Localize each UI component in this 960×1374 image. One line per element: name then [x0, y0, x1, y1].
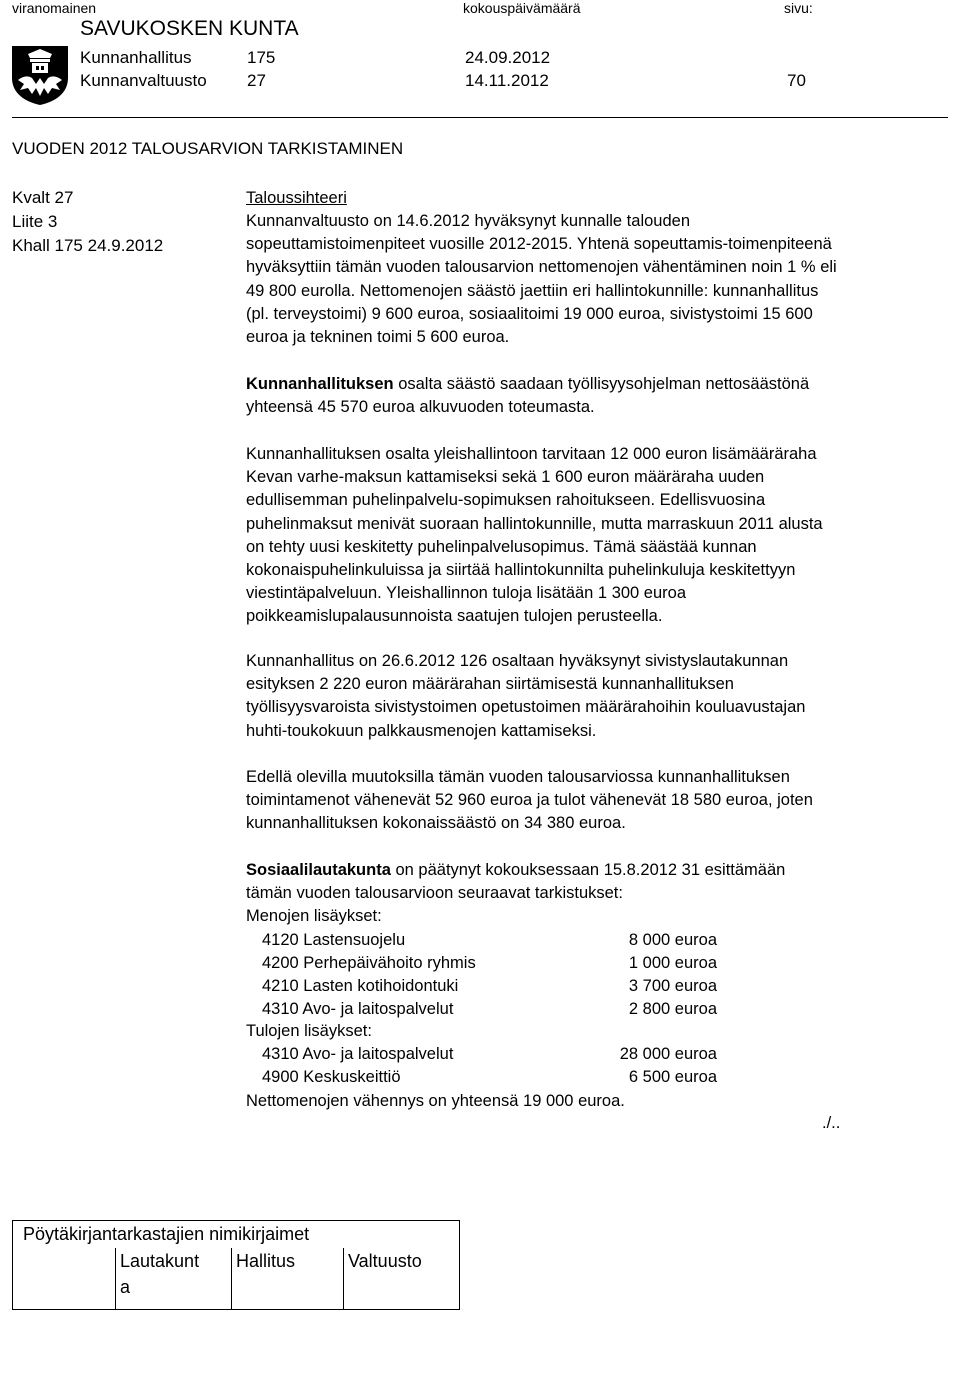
intro-line: hyväksyttiin tämän vuoden talousarvion nettomenojen vähentäminen noin 1 % eli [246, 258, 837, 277]
item-cell: 4310 Avo- ja laitospalvelut [262, 1045, 454, 1063]
paragraph-line: työllisyysvaroista sivistystoimen opetustoimen määrärahoihin kouluavustajan [246, 698, 806, 717]
bold-term: Sosiaalilautakunta [246, 861, 391, 879]
amount-cell: 3 700 euroa [628, 977, 717, 995]
header-body-2: Kunnanvaltuusto [80, 71, 207, 90]
net-reduction-line: Nettomenojen vähennys on yhteensä 19 000 euroa. [246, 1092, 625, 1110]
header-label-page: sivu: [784, 0, 813, 16]
paragraph-line: esityksen 2 220 euron määrärahan siirtämisestä kunnanhallituksen [246, 675, 734, 694]
paragraph-text: yhteensä 45 570 euroa alkuvuoden toteumasta. [246, 398, 595, 417]
paragraph-summary [246, 766, 958, 836]
amount-cell: 2 800 euroa [628, 1000, 717, 1018]
header-date-1: 24.09.2012 [465, 48, 551, 67]
intro-paragraph [246, 210, 958, 349]
page-number: 70 [787, 71, 806, 90]
item-cell: 4200 Perhepäivähoito ryhmis [262, 954, 476, 972]
header-number-2: 27 [247, 71, 266, 90]
paragraph-social-board [246, 859, 958, 929]
table-row [262, 1043, 717, 1066]
paragraph-line: Kunnanhallituksen osalta yleishallintoon tarvitaan 12 000 euron lisämääräraha [246, 445, 817, 463]
paragraph-line: kokonaispuhelinkuluissa ja siirtää hallintokunnilta puhelinkuluja keskitettyyn [246, 561, 796, 580]
paragraph-text: osalta säästö saadaan työllisyysohjelman nettosäästönä [393, 375, 810, 393]
table-row [262, 929, 717, 952]
municipality-name: SAVUKOSKEN KUNTA [80, 17, 299, 40]
item-cell: 4900 Keskuskeittiö [262, 1068, 401, 1086]
item-cell: 4310 Avo- ja laitospalvelut [262, 1000, 454, 1018]
signature-cell-label: a [120, 1277, 131, 1297]
header-label-meeting-date: kokouspäivämäärä [463, 0, 581, 16]
signature-cell-label: Valtuusto [348, 1251, 422, 1271]
paragraph-transfer [246, 650, 958, 743]
header-divider [12, 117, 948, 118]
paragraph-board-savings [246, 373, 958, 419]
continued-marker: ./.. [822, 1114, 841, 1132]
paragraph-line: on tehty uusi keskitetty puhelinpalvelusopimus. Tämä säästää kunnan [246, 537, 757, 556]
intro-line: (pl. terveystoimi) 9 600 euroa, sosiaalitoimi 19 000 euroa, sivistystoimi 15 600 [246, 304, 813, 323]
intro-line: Kunnanvaltuusto on 14.6.2012 hyväksynyt kunnalle talouden [246, 212, 690, 230]
amount-cell: 28 000 euroa [619, 1045, 717, 1063]
paragraph-line: viestintäpalveluun. Yleishallinnon tuloja lisätään 1 300 euroa [246, 584, 687, 603]
expenses-table [262, 929, 717, 1021]
amount-cell: 8 000 euroa [628, 931, 717, 949]
paragraph-line: Kevan varhe-maksun kattamiseksi sekä 1 600 euron määräraha uuden [246, 468, 765, 487]
signature-box [12, 1220, 460, 1310]
signature-cell-label: Hallitus [236, 1251, 296, 1271]
intro-line: sopeuttamistoimenpiteet vuosille 2012-2015. Yhtenä sopeuttamis-toimenpiteenä [246, 235, 832, 254]
section-heading: Taloussihteeri [246, 189, 347, 207]
table-row [262, 952, 717, 975]
intro-line: 49 800 eurolla. Nettomenojen säästö jaettiin eri hallintokunnille: kunnanhallitus [246, 281, 819, 300]
income-table [262, 1043, 717, 1089]
paragraph-administration [246, 443, 958, 629]
ref-khall: Khall 175 24.9.2012 [12, 236, 164, 255]
paragraph-line: toimintamenot vähenevät 52 960 euroa ja tulot vähenevät 18 580 euroa, joten [246, 791, 813, 810]
header-body-1: Kunnanhallitus [80, 48, 192, 67]
municipal-coat-of-arms-icon [10, 44, 70, 106]
signature-cell-board [115, 1248, 220, 1310]
bold-term: Kunnanhallituksen [246, 375, 394, 393]
income-heading: Tulojen lisäykset: [246, 1022, 372, 1040]
ref-liite: Liite 3 [12, 212, 58, 231]
table-row [262, 1066, 717, 1089]
paragraph-line: huhti-toukokuun palkkausmenojen kattamiseksi. [246, 721, 597, 740]
paragraph-line: Edellä olevilla muutoksilla tämän vuoden talousarviossa kunnanhallituksen [246, 768, 790, 786]
signature-cell-council [343, 1248, 458, 1310]
paragraph-line: edullisemman puhelinpalvelu-sopimuksen rahoitukseen. Edellisvuosina [246, 491, 766, 510]
paragraph-line: kunnanhallituksen kokonaissäästö on 34 380 euroa. [246, 814, 626, 833]
signature-cell-label: Lautakunt [120, 1251, 200, 1271]
intro-line: euroa ja tekninen toimi 5 600 euroa. [246, 328, 510, 347]
paragraph-line: Kunnanhallitus on 26.6.2012 126 osaltaan hyväksynyt sivistyslautakunnan [246, 652, 789, 670]
paragraph-text: on päätynyt kokouksessaan 15.8.2012 31 esittämään [390, 861, 786, 879]
header-label-authority: viranomainen [12, 0, 97, 16]
table-row [262, 998, 717, 1021]
signature-cell-government [231, 1248, 336, 1310]
paragraph-text: tämän vuoden talousarvioon seuraavat tarkistukset: [246, 884, 623, 903]
paragraph-line: puhelinmaksut menivät suoraan hallintokunnille, mutta marraskuun 2011 alusta [246, 514, 823, 533]
expenses-heading: Menojen lisäykset: [246, 907, 382, 926]
item-cell: 4120 Lastensuojelu [262, 931, 406, 949]
amount-cell: 6 500 euroa [628, 1068, 717, 1086]
table-row [262, 975, 717, 998]
amount-cell: 1 000 euroa [628, 954, 717, 972]
paragraph-line: poikkeamislupalausunnoista saatujen tulojen perusteella. [246, 607, 663, 626]
signature-box-title: Pöytäkirjantarkastajien nimikirjaimet [23, 1224, 310, 1244]
header-number-1: 175 [247, 48, 276, 67]
item-cell: 4210 Lasten kotihoidontuki [262, 977, 459, 995]
header-date-2: 14.11.2012 [465, 71, 549, 90]
ref-kvalt: Kvalt 27 [12, 188, 74, 207]
document-title: VUODEN 2012 TALOUSARVION TARKISTAMINEN [12, 139, 404, 158]
